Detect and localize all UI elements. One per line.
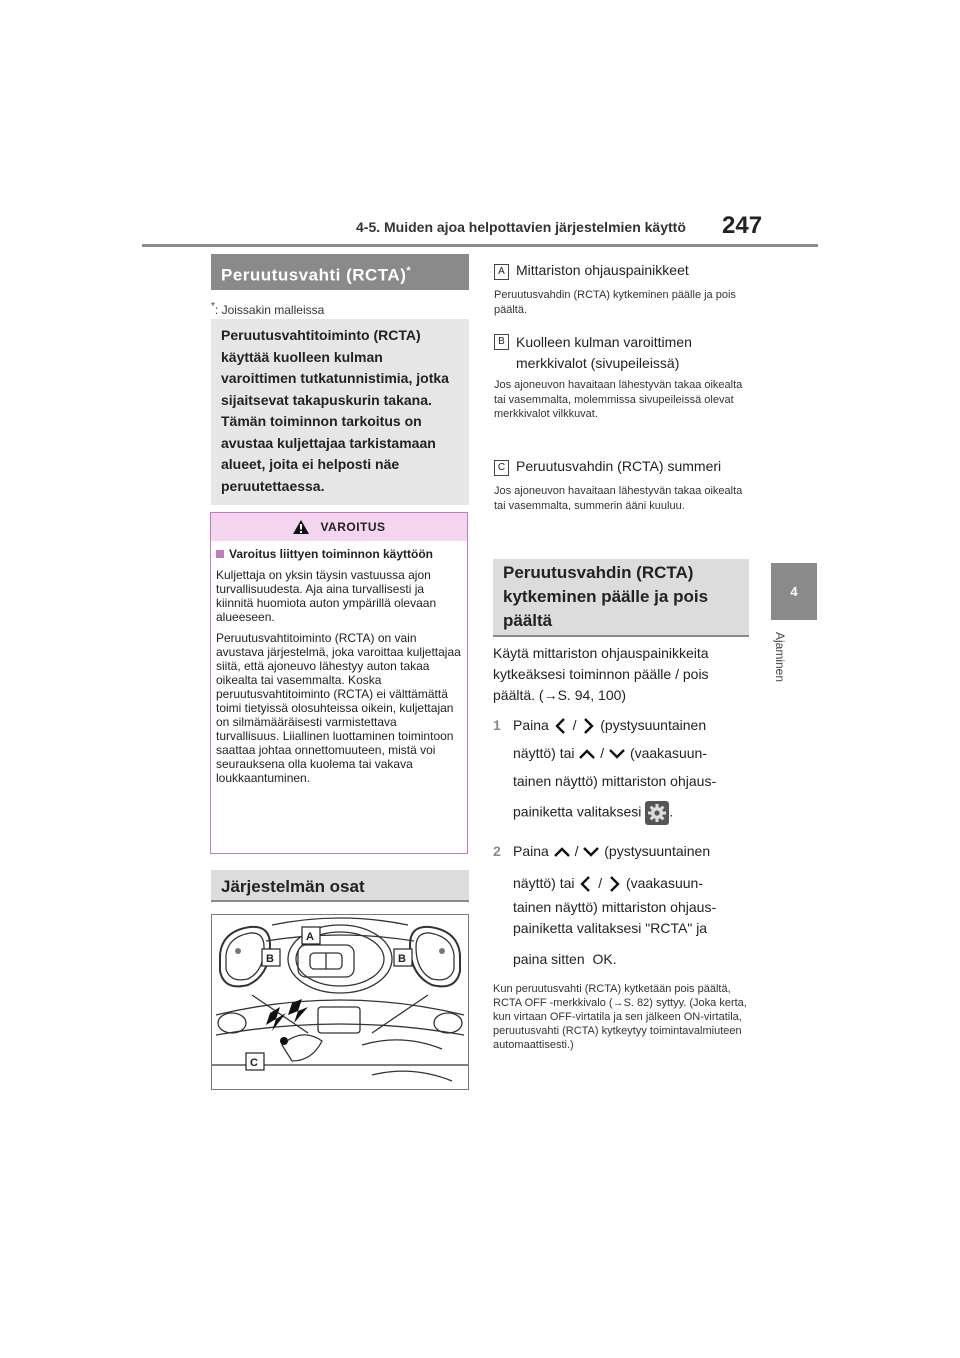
label-c: C — [250, 1057, 258, 1069]
component-c-title: C Peruutusvahdin (RCTA) summeri — [494, 458, 721, 476]
step-2: 2 Paina / (pystysuuntainen näyttö) tai / (vaakasuun- tainen näyttö) mittariston ohjaus- painiketta valitaksesi "RCTA" ja paina sitten OK. — [493, 843, 717, 967]
instruction-paragraph: Käytä mittariston ohjauspainikkeita kytkeäksesi toiminnon päälle / pois päältä. (→S. 94, 100) — [493, 645, 709, 703]
warning-subtitle: Varoitus liittyen toiminnon käyttöön — [216, 547, 462, 561]
chevron-down-icon — [582, 845, 600, 859]
warning-box — [210, 512, 468, 854]
header-rule — [142, 244, 818, 247]
dashboard-illustration — [211, 914, 469, 1090]
section-header-components: Järjestelmän osat — [211, 870, 469, 902]
component-a-desc: Peruutusvahdin (RCTA) kytkeminen päälle ja pois päältä. — [494, 289, 736, 316]
component-c-desc: Jos ajoneuvon havaitaan lähestyvän takaa oikealta tai vasemmalta, summerin ääni kuuluu. — [494, 485, 743, 512]
step-1: 1 Paina / (pystysuuntainen näyttö) tai / (vaakasuun- tainen näyttö) mittariston ohjaus- painiketta valitaksesi . — [493, 717, 753, 827]
note-paragraph: Kun peruutusvahti (RCTA) kytketään pois päältä, RCTA OFF -merkkivalo (→S. 82) syttyy. (Joka kerta, kun virtaan OFF-virtatila ja sen jälkeen ON-virtatila, peruutusvahti (RCTA) kytkeytyy toimintavalmiuteen automaattisesti.) — [493, 983, 747, 1051]
chapter-number: 4 — [790, 584, 798, 599]
section-header-rcta: Peruutusvahti (RCTA)* — [211, 254, 469, 290]
warning-header: VAROITUS — [211, 513, 467, 541]
chevron-down-icon — [608, 747, 626, 761]
chapter-label: Ajaminen — [773, 632, 787, 683]
warning-paragraph-1: Kuljettaja on yksin täysin vastuussa ajon turvallisuudesta. Aja aina turvallisesti ja kiinnitä huomiota auton ympärillä olevaan alueeseen. — [216, 568, 437, 624]
chevron-right-icon — [580, 717, 596, 735]
label-b-left: B — [266, 953, 274, 965]
warning-paragraph-2: Peruutusvahtitoiminto (RCTA) on vain avustava järjestelmä, joka varoittaa kuljettajaa siitä, että ajoneuvo lähestyy auton takaa oikealta tai vasemmalta. Koska peruutusvahtitoiminto (RCTA) ei välttämättä toimi tietyissä olosuhteissa oikein, kuljettajan on silmämääräisesti varmistettava turvallisuus. Liiallinen luottaminen toimintoon saattaa johtaa onnettomuuteen, mistä voi seurauksena olla kuolema tai vakava loukkaantuminen. — [216, 631, 461, 785]
chevron-right-icon — [606, 875, 622, 893]
label-b-right: B — [398, 953, 406, 965]
component-b-title: B Kuolleen kulman varoittimen merkkivalot (sivupeileissä) — [494, 332, 754, 374]
ok-button-label: OK — [592, 951, 613, 967]
dashboard-drawing — [212, 915, 468, 1089]
label-a: A — [306, 931, 314, 943]
chapter-tab — [771, 563, 817, 620]
chevron-up-icon — [578, 747, 596, 761]
gear-icon — [645, 801, 669, 825]
section-header-switching: Peruutusvahdin (RCTA) kytkeminen päälle ja pois päältä — [493, 559, 749, 637]
running-header-title: 4-5. Muiden ajoa helpottavien järjestelmien käyttö — [356, 219, 686, 235]
warning-triangle-icon — [292, 519, 310, 535]
section-title: Peruutusvahti (RCTA) — [221, 265, 407, 285]
component-a-title: A Mittariston ohjauspainikkeet — [494, 262, 689, 280]
component-b-desc: Jos ajoneuvon havaitaan lähestyvän takaa oikealta tai vasemmalta, molemmissa sivupeileissä olevat merkkivalot vilkkuvat. — [494, 379, 743, 420]
chevron-left-icon — [578, 875, 594, 893]
page-number: 247 — [722, 212, 763, 239]
intro-box: Peruutusvahtitoiminto (RCTA) käyttää kuolleen kulman varoittimen tutkatunnistimia, jotka sijaitsevat takapuskurin takana. Tämän toiminnon tarkoitus on avustaa kuljettajaa tarkistamaan alueet, joita ei helposti näe peruutettaessa. — [211, 319, 469, 505]
chevron-up-icon — [553, 845, 571, 859]
bullet-square-icon — [216, 550, 224, 558]
chevron-left-icon — [553, 717, 569, 735]
footnote: *: Joissakin malleissa — [211, 301, 325, 317]
